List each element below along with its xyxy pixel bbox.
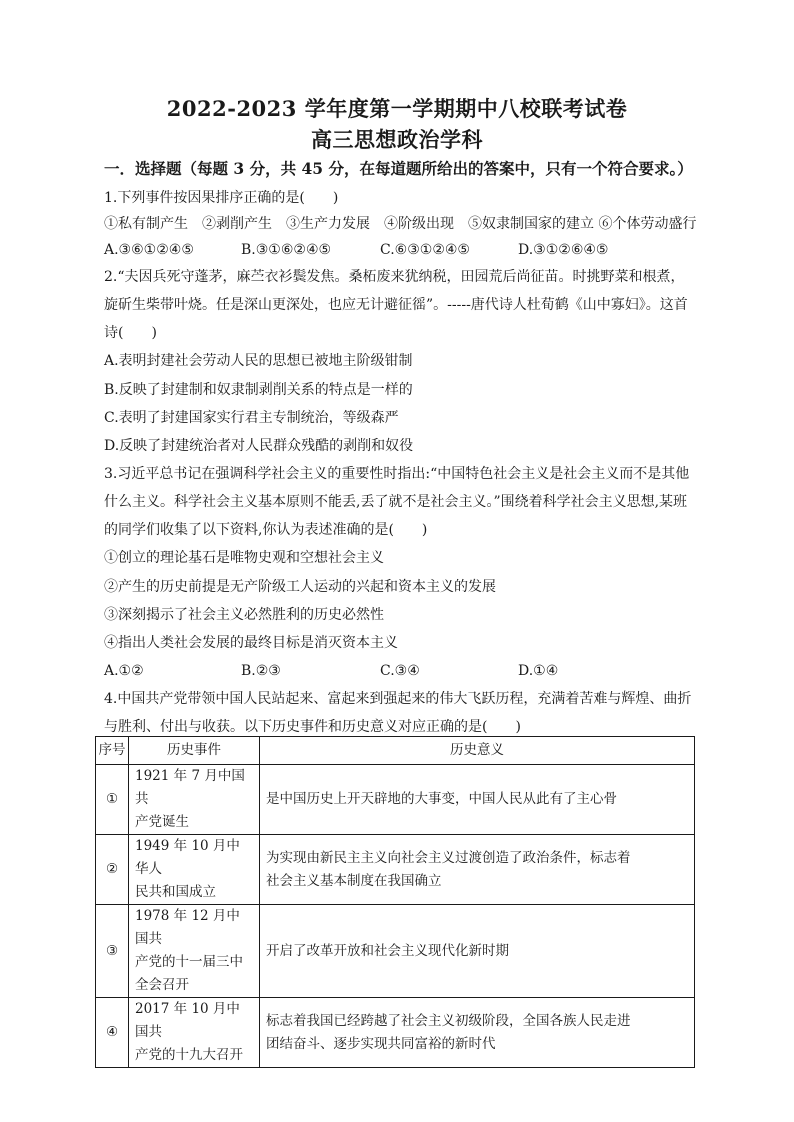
q1-items: ①私有制产生 ②剥削产生 ③生产力发展 ④阶级出现 ⑤奴隶制国家的建立 ⑥个体劳动盛行 (104, 216, 697, 232)
row-number: ③ (96, 905, 129, 998)
event-line: 全会召开 (135, 977, 189, 993)
meaning-line: 开启了改革开放和社会主义现代化新时期 (266, 942, 509, 959)
q3-option-c: C.③④ (380, 663, 420, 679)
meaning-line: 团结奋斗、逐步实现共同富裕的新时代 (266, 1035, 496, 1052)
q1-option-a: A.③⑥①②④⑤ (104, 242, 194, 258)
header-meaning: 历史意义 (260, 737, 695, 765)
event-line: 民共和国成立 (135, 884, 216, 900)
q1-option-b: B.③①⑥②④⑤ (241, 242, 332, 258)
row-event (129, 835, 260, 905)
q2-option-b: B.反映了封建制和奴隶制剥削关系的特点是一样的 (104, 382, 413, 398)
q2-stem-line2: 旋斫生柴带叶烧。任是深山更深处，也应无计避征徭”。-----唐代诗人杜荀鹤《山中寡妇》。这首 (104, 297, 688, 313)
header-number: 序号 (96, 737, 129, 765)
meaning-line: 是中国历史上开天辟地的大事变，中国人民从此有了主心骨 (266, 791, 617, 807)
row-number: ④ (96, 998, 129, 1068)
meaning-line: 社会主义基本制度在我国确立 (266, 872, 442, 889)
q2-stem-line1: 2.“夫因兵死守蓬茅，麻苎衣衫鬓发焦。桑柘废来犹纳税，田园荒后尚征苗。时挑野菜和根煮， (104, 269, 685, 285)
q3-stem-line3: 的同学们收集了以下资料,你认为表述准确的是( ) (104, 522, 428, 538)
q3-option-a: A.①② (104, 663, 144, 679)
q1-option-c: C.⑥③①②④⑤ (380, 242, 470, 258)
q1-option-d: D.③①②⑥④⑤ (518, 242, 609, 258)
event-line: 1978 年 12 月中国共 (135, 908, 240, 947)
row-event (129, 765, 260, 835)
row-meaning (260, 765, 695, 835)
q3-option-d: D.①④ (518, 663, 559, 679)
event-line: 1921 年 7 月中国共 (135, 768, 245, 807)
q4-stem-line1: 4.中国共产党带领中国人民站起来、富起来到强起来的伟大飞跃历程，充满着苦难与辉煌、曲折 (104, 691, 692, 707)
q3-item-4: ④指出人类社会发展的最终目标是消灭资本主义 (104, 635, 398, 651)
row-event (129, 998, 260, 1068)
row-event (129, 905, 260, 998)
table-row (96, 998, 695, 1068)
row-meaning (260, 998, 695, 1068)
table-row (96, 765, 695, 835)
q3-item-1: ①创立的理论基石是唯物史观和空想社会主义 (104, 550, 384, 566)
event-line: 产党的十九大召开 (135, 1047, 243, 1063)
q4-stem-line2: 与胜利、付出与收获。以下历史事件和历史意义对应正确的是( ) (104, 719, 521, 735)
table-row (96, 905, 695, 998)
q3-item-3: ③深刻揭示了社会主义必然胜利的历史必然性 (104, 607, 384, 623)
q3-option-b: B.②③ (241, 663, 281, 679)
event-line: 产党的十一届三中 (135, 954, 243, 970)
header-event: 历史事件 (129, 737, 260, 765)
q3-item-2: ②产生的历史前提是无产阶级工人运动的兴起和资本主义的发展 (104, 579, 496, 595)
event-line: 2017 年 10 月中国共 (135, 1001, 240, 1040)
meaning-line: 标志着我国已经跨越了社会主义初级阶段，全国各族人民走进 (266, 1012, 631, 1029)
row-number: ② (96, 835, 129, 905)
event-line: 1949 年 10 月中华人 (135, 838, 240, 877)
q1-stem: 1.下列事件按因果排序正确的是( ) (104, 190, 339, 206)
meaning-line: 为实现由新民主主义向社会主义过渡创造了政治条件，标志着 (266, 849, 631, 866)
history-table (95, 736, 695, 1068)
row-meaning (260, 905, 695, 998)
exam-subtitle: 高三思想政治学科 (311, 127, 483, 152)
q2-option-a: A.表明封建社会劳动人民的思想已被地主阶级钳制 (104, 353, 413, 369)
row-number: ① (96, 765, 129, 835)
exam-title: 2022-2023 学年度第一学期期中八校联考试卷 (166, 96, 628, 121)
row-meaning (260, 835, 695, 905)
table-row (96, 835, 695, 905)
q2-option-d: D.反映了封建统治者对人民群众残酷的剥削和奴役 (104, 438, 414, 454)
table-header-row (96, 737, 695, 765)
q2-stem-line3: 诗( ) (104, 325, 157, 341)
event-line: 产党诞生 (135, 814, 189, 830)
q2-option-c: C.表明了封建国家实行君主专制统治，等级森严 (104, 410, 399, 426)
q3-stem-line1: 3.习近平总书记在强调科学社会主义的重要性时指出:“中国特色社会主义是社会主义而不是其他 (104, 466, 690, 482)
q3-stem-line2: 什么主义。科学社会主义基本原则不能丢,丢了就不是社会主义。”围绕着科学社会主义思想,某班 (104, 494, 688, 510)
section-heading: 一．选择题（每题 3 分，共 45 分，在每道题所给出的答案中，只有一个符合要求。） (104, 159, 693, 178)
